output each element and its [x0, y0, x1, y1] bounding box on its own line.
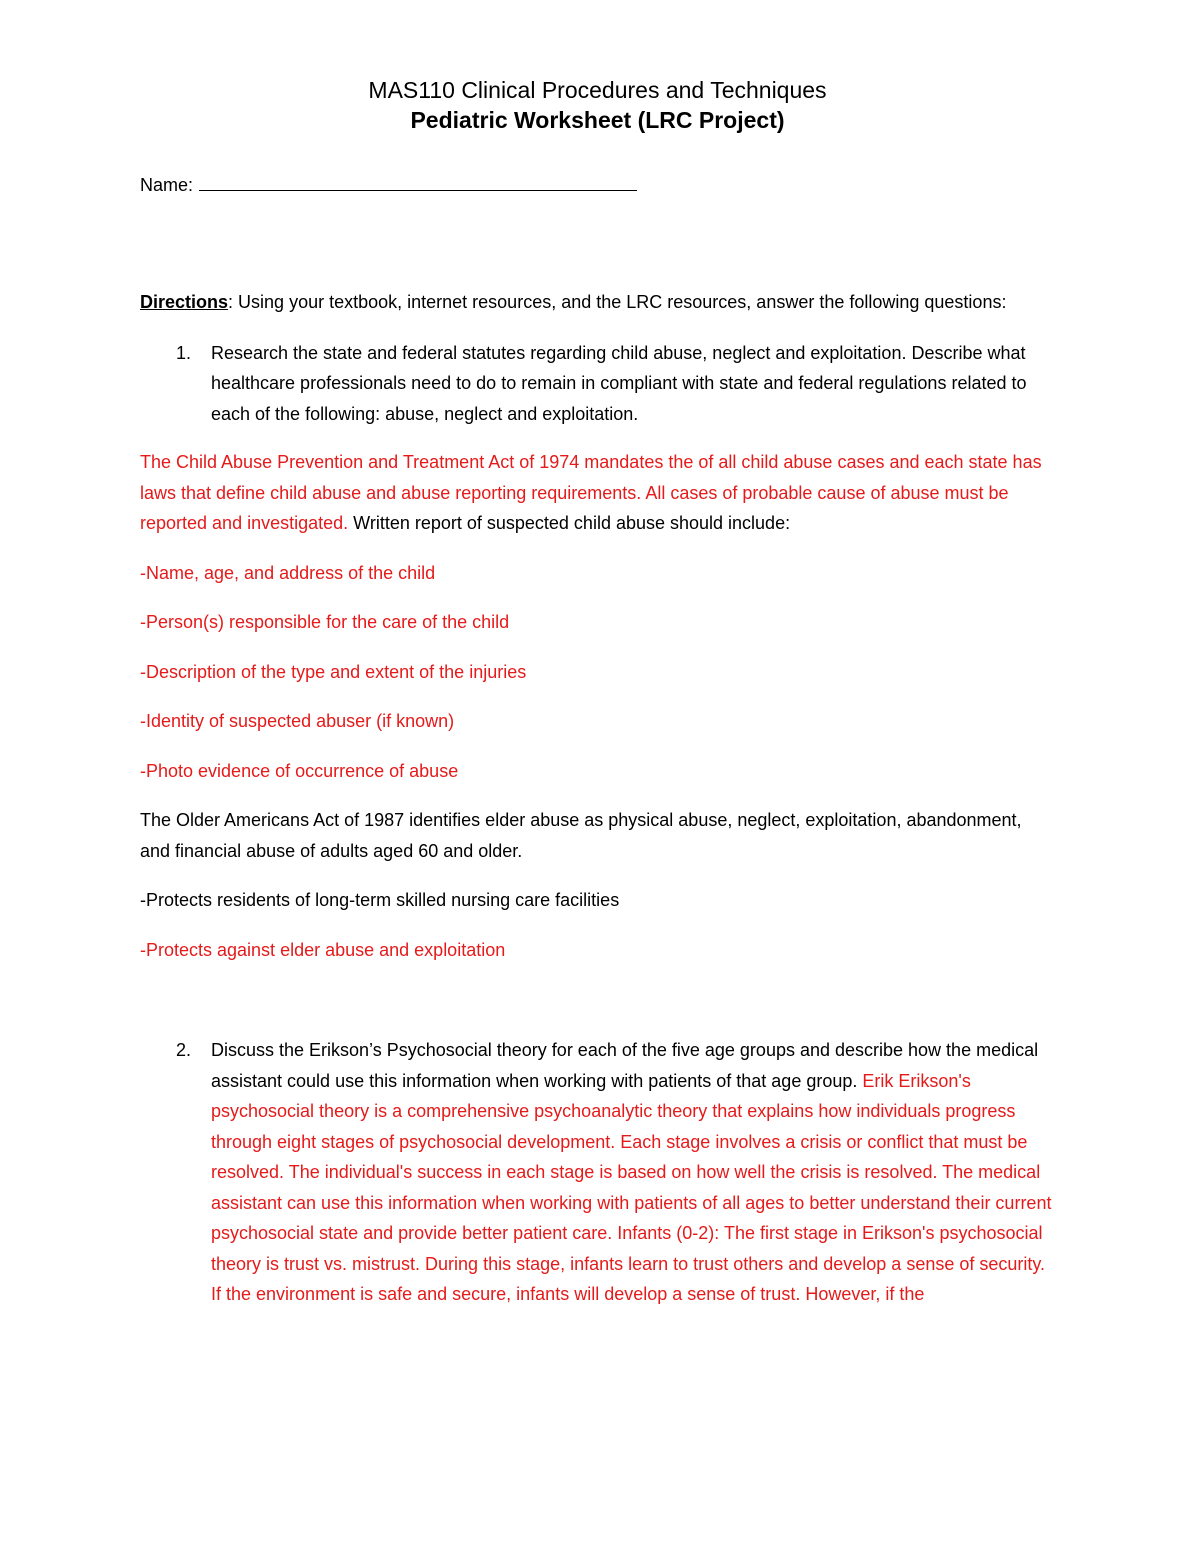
question-2: [140, 1035, 1055, 1310]
report-item: -Description of the type and extent of the injuries: [140, 661, 527, 682]
report-item: -Identity of suspected abuser (if known): [140, 711, 455, 731]
name-blank-line: [199, 174, 637, 191]
answer-1-paragraph: [140, 447, 1055, 539]
name-label: Name:: [140, 175, 194, 195]
older-americans-act: The Older Americans Act of 1987 identifies elder abuse as physical abuse, neglect, exploitation, abandonment, and financial abuse of adults aged 60 and older.: [140, 810, 1022, 861]
directions: [140, 287, 1055, 318]
answer-1-black-text: Written report of suspected child abuse should include:: [348, 513, 791, 533]
protects-residents: -Protects residents of long-term skilled nursing care facilities: [140, 890, 620, 910]
question-2-number: 2.: [176, 1040, 192, 1060]
name-field: [140, 173, 1055, 197]
directions-text: Using your textbook, internet resources, and the LRC resources, answer the following questions:: [233, 292, 1007, 312]
answer-1-red-text: The Child Abuse Prevention and Treatment Act of 1974 mandates the of all child abuse cases and each state has laws that define child abuse and abuse reporting requirements. All cases of probable cause of abuse must be reported and investigated.: [140, 452, 1042, 533]
question-2-answer: Erik Erikson's psychosocial theory is a comprehensive psychoanalytic theory that explains how individuals progress through eight stages of psychosocial development. Each stage involves a crisis or conflict that must be resolved. The individual's success in each stage is based on how well the crisis is resolved. The medical assistant can use this information when working with patients of all ages to better understand their current psychosocial state and provide better patient care. Infants (0-2): The first stage in Erikson's psychosocial theory is trust vs. mistrust. During this stage, infants learn to trust others and develop a sense of security. If the environment is safe and secure, infants will develop a sense of trust. However, if the: [211, 1070, 1052, 1304]
report-item: -Person(s) responsible for the care of the child: [140, 612, 510, 632]
question-1: [140, 338, 1055, 430]
question-2-text: Discuss the Erikson’s Psychosocial theory for each of the five age groups and describe how the medical assistant could use this information when working with patients of that age group.: [211, 1040, 1039, 1091]
report-item: -Photo evidence of occurrence of abuse: [140, 760, 459, 781]
question-1-text: Research the state and federal statutes regarding child abuse, neglect and exploitation. Describe what healthcare professionals need to do to remain in compliant with state and federal regulations related to each of the following: abuse, neglect and exploitation.: [211, 342, 1027, 424]
question-1-number: 1.: [176, 342, 192, 363]
directions-label: Directions: [140, 292, 229, 312]
report-item: -Name, age, and address of the child: [140, 562, 436, 583]
protects-elder-abuse: -Protects against elder abuse and exploitation: [140, 939, 506, 960]
directions-colon: :: [228, 292, 234, 312]
worksheet-title: Pediatric Worksheet (LRC Project): [410, 107, 785, 133]
course-title: MAS110 Clinical Procedures and Techniques: [368, 77, 827, 103]
